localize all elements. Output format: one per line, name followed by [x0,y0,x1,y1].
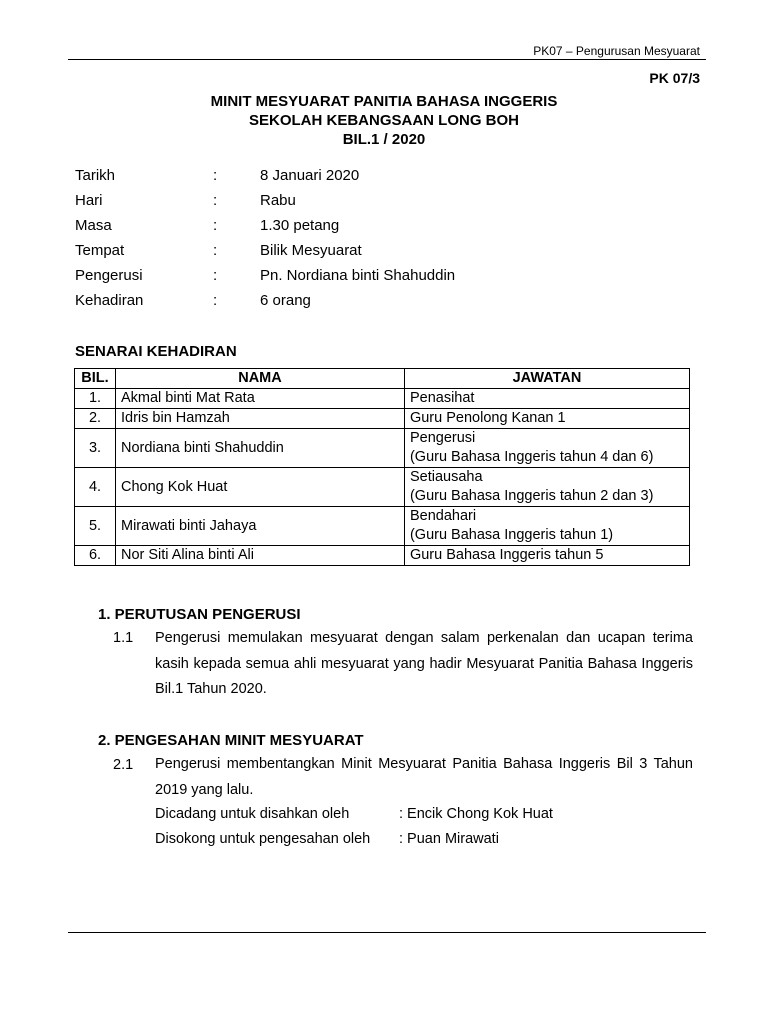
cell-name: Chong Kok Huat [115,468,404,507]
cell-role [404,389,689,409]
title-line-1: MINIT MESYUARAT PANITIA BAHASA INGGERIS [210,93,558,110]
info-value: 8 Januari 2020 [260,167,360,184]
info-label: Hari [75,192,103,209]
info-colon: : [213,292,218,309]
cell-name: Nor Siti Alina binti Ali [115,546,404,566]
cell-no: 5. [75,507,116,546]
info-value: Bilik Mesyuarat [260,242,362,259]
table-header-row [75,369,690,389]
info-colon: : [213,167,218,184]
proposer-label: Dicadang untuk disahkan oleh [155,806,350,822]
table-row [75,389,690,409]
section-2-item-number: 2.1 [113,757,134,773]
seconder-value: : Puan Mirawati [399,831,499,847]
column-header-role: JAWATAN [404,369,689,389]
info-value: Pn. Nordiana binti Shahuddin [260,267,456,284]
table-row [75,429,690,468]
role-line: Penasihat [409,390,475,406]
cell-role [404,409,689,429]
section-1-item-text: Pengerusi memulakan mesyuarat dengan salam perkenalan dan ucapan terima kasih kepada semua ahli mesyuarat yang hadir Mesyuarat Panitia Bahasa Inggeris Bil.1 Tahun 2020. [155,630,693,697]
info-value: Rabu [260,192,296,209]
cell-no: 3. [75,429,116,468]
section-2-item-text: Pengerusi membentangkan Minit Mesyuarat Panitia Bahasa Inggeris Bil 3 Tahun 2019 yang lalu. [155,756,693,798]
role-line: Pengerusi [409,430,476,446]
info-colon: : [213,242,218,259]
title-line-3: BIL.1 / 2020 [342,131,426,148]
cell-name: Idris bin Hamzah [115,409,404,429]
info-label: Tarikh [75,167,116,184]
role-detail: (Guru Bahasa Inggeris tahun 4 dan 6) [409,449,654,465]
info-label: Tempat [75,242,125,259]
cell-name: Mirawati binti Jahaya [115,507,404,546]
table-row [75,546,690,566]
role-line: Bendahari [409,508,477,524]
role-line: Guru Penolong Kanan 1 [409,410,566,426]
proposer-value: : Encik Chong Kok Huat [399,806,553,822]
info-label: Pengerusi [75,267,143,284]
cell-no: 6. [75,546,116,566]
title-line-2: SEKOLAH KEBANGSAAN LONG BOH [248,112,519,129]
attendance-table [74,368,690,566]
info-label: Kehadiran [75,292,144,309]
cell-no: 4. [75,468,116,507]
cell-name: Nordiana binti Shahuddin [115,429,404,468]
role-line: Setiausaha [409,469,483,485]
table-row [75,409,690,429]
cell-name: Akmal binti Mat Rata [115,389,404,409]
seconder-label: Disokong untuk pengesahan oleh [155,831,371,847]
cell-role [404,507,689,546]
column-header-name: NAMA [115,369,404,389]
cell-role [404,546,689,566]
table-row [75,507,690,546]
section-1-heading: 1. PERUTUSAN PENGERUSI [98,606,301,623]
table-row [75,468,690,507]
cell-no: 2. [75,409,116,429]
section-2-heading: 2. PENGESAHAN MINIT MESYUARAT [98,732,364,749]
form-code: PK 07/3 [649,70,700,86]
info-label: Masa [75,217,112,234]
header-divider [68,59,706,60]
cell-role [404,468,689,507]
info-value: 6 orang [260,292,311,309]
info-colon: : [213,267,218,284]
info-colon: : [213,192,218,209]
role-line: Guru Bahasa Inggeris tahun 5 [409,547,604,563]
attendance-heading: SENARAI KEHADIRAN [75,343,237,360]
footer-divider [68,932,706,933]
column-header-no: BIL. [75,369,116,389]
document-reference: PK07 – Pengurusan Mesyuarat [533,44,700,58]
cell-no: 1. [75,389,116,409]
section-1-item-number: 1.1 [113,630,134,646]
info-value: 1.30 petang [260,217,340,234]
role-detail: (Guru Bahasa Inggeris tahun 1) [409,527,614,543]
cell-role [404,429,689,468]
info-colon: : [213,217,218,234]
role-detail: (Guru Bahasa Inggeris tahun 2 dan 3) [409,488,654,504]
